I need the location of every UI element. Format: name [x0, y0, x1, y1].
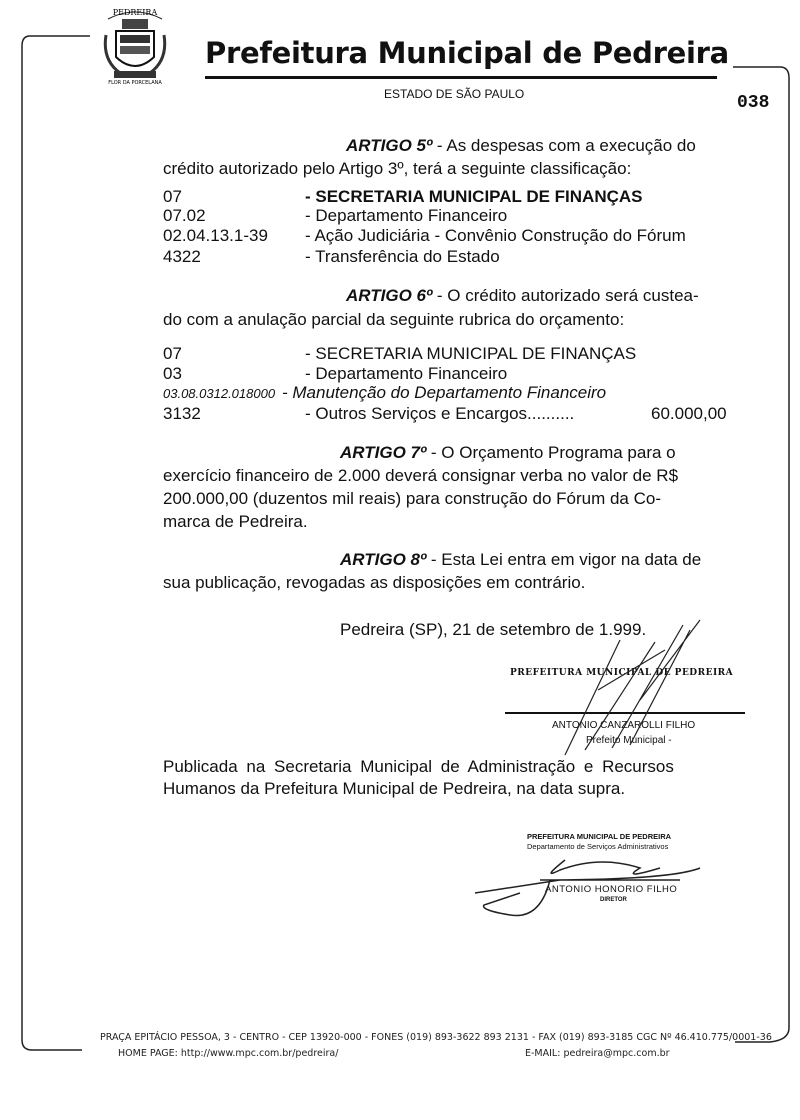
budget-code: 4322: [163, 247, 201, 266]
mayor-role: Prefeito Municipal -: [586, 735, 672, 746]
budget-amount: 60.000,00: [651, 404, 727, 423]
budget-desc: - Ação Judiciária - Convênio Construção do Fórum: [305, 226, 686, 245]
artigo-5-line1: [346, 136, 696, 156]
artigo-6-text: - O crédito autorizado será custea-: [432, 286, 699, 305]
budget-code: 02.04.13.1-39: [163, 226, 268, 245]
mayor-name: ANTONIO CANZAROLLI FILHO: [552, 720, 696, 731]
budget-desc: - SECRETARIA MUNICIPAL DE FINANÇAS: [305, 187, 643, 206]
budget-code: 03: [163, 364, 182, 383]
svg-text:PEDREIRA: PEDREIRA: [112, 8, 158, 17]
artigo-7-line3: 200.000,00 (duzentos mil reais) para construção do Fórum da Co-: [163, 489, 661, 508]
artigo-7-line4: marca de Pedreira.: [163, 512, 308, 531]
budget-desc: - Departamento Financeiro: [305, 206, 508, 225]
artigo-8-label: ARTIGO 8º: [340, 550, 427, 569]
date-line: Pedreira (SP), 21 de setembro de 1.999.: [340, 620, 647, 639]
director-role: DIRETOR: [600, 897, 627, 903]
artigo-5-label: ARTIGO 5º: [346, 136, 433, 155]
footer-address: PRAÇA EPITÁCIO PESSOA, 3 - CENTRO - CEP 13920-000 - FONES (019) 893-3622 893 2131 - FAX (019) 893-3185 CGC Nº 46.410.775/0001-36: [100, 1032, 772, 1043]
budget-desc: - Outros Serviços e Encargos..........: [305, 404, 575, 423]
page-number: 038: [737, 93, 770, 113]
artigo-8-line1: [340, 550, 701, 570]
footer-homepage[interactable]: HOME PAGE: http://www.mpc.com.br/pedreira/: [118, 1048, 339, 1059]
budget-desc: - SECRETARIA MUNICIPAL DE FINANÇAS: [305, 344, 637, 363]
director-name: ANTONIO HONORIO FILHO: [545, 884, 678, 895]
budget-desc: - Departamento Financeiro: [305, 364, 508, 383]
title-underline: [205, 76, 717, 79]
department-stamp-sub: Departamento de Serviços Administrativos: [527, 842, 669, 851]
department-stamp: PREFEITURA MUNICIPAL DE PEDREIRA: [527, 832, 672, 841]
publication-line1: Publicada na Secretaria Municipal de Administração e Recursos: [163, 757, 674, 776]
budget-code: 07: [163, 187, 182, 206]
signature-line: [505, 712, 745, 714]
footer-email[interactable]: E-MAIL: pedreira@mpc.com.br: [525, 1048, 670, 1059]
artigo-7-label: ARTIGO 7º: [340, 443, 427, 462]
artigo-5-line2: crédito autorizado pelo Artigo 3º, terá a seguinte classificação:: [163, 159, 632, 178]
artigo-5-text: - As despesas com a execução do: [432, 136, 696, 155]
artigo-8-line2: sua publicação, revogadas as disposições em contrário.: [163, 573, 586, 592]
mayor-stamp: PREFEITURA MUNICIPAL DE PEDREIRA: [510, 668, 734, 678]
coat-of-arms-logo: [100, 5, 170, 85]
budget-code: 07: [163, 344, 182, 363]
artigo-7-line1: [340, 443, 676, 463]
artigo-7-line2: exercício financeiro de 2.000 deverá consignar verba no valor de R$: [163, 466, 679, 485]
artigo-6-line1: [346, 286, 699, 306]
svg-text:FLOR DA PORCELANA: FLOR DA PORCELANA: [108, 80, 162, 85]
publication-line2: Humanos da Prefeitura Municipal de Pedreira, na data supra.: [163, 779, 626, 798]
budget-code: 3132: [163, 404, 201, 423]
artigo-6-line2: do com a anulação parcial da seguinte rubrica do orçamento:: [163, 310, 625, 329]
budget-code: 07.02: [163, 206, 206, 225]
budget-desc: - Transferência do Estado: [305, 247, 500, 266]
budget-desc: - Manutenção do Departamento Financeiro: [282, 383, 607, 402]
state-subtitle: ESTADO DE SÃO PAULO: [384, 87, 525, 101]
artigo-7-text: - O Orçamento Programa para o: [426, 443, 676, 462]
page-title: Prefeitura Municipal de Pedreira: [205, 36, 729, 70]
budget-code: 03.08.0312.018000: [163, 386, 276, 401]
artigo-8-text: - Esta Lei entra em vigor na data de: [426, 550, 702, 569]
artigo-6-label: ARTIGO 6º: [346, 286, 433, 305]
